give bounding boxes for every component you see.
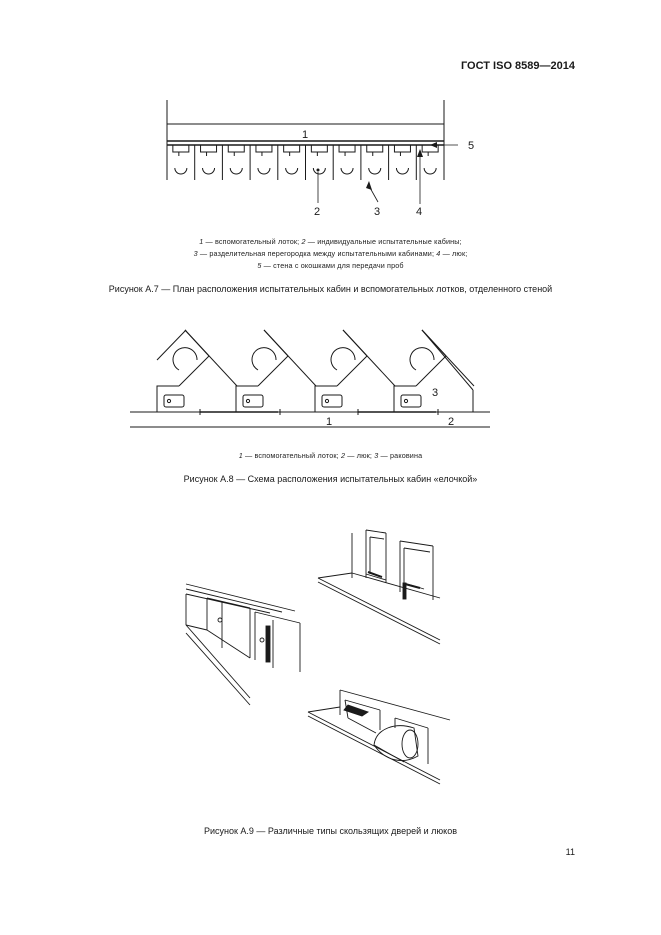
a7-label-2: 2	[314, 206, 321, 218]
a7-legend-line-3: 5 — стена с окошками для передачи проб	[257, 261, 404, 270]
figure-a7-caption: Рисунок А.7 — План расположения испытательных кабин и вспомогательных лотков, отделенного стеной	[108, 284, 553, 294]
standard-header: ГОСТ ISO 8589—2014	[460, 60, 575, 72]
figure-a8-caption: Рисунок А.8 — Схема расположения испытательных кабин «елочкой»	[183, 474, 478, 484]
a9-hatch-dome	[308, 690, 450, 784]
a7-label-1: 1	[302, 129, 309, 141]
a7-label-4: 4	[416, 206, 423, 218]
a8-label-3: 3	[432, 387, 439, 399]
a9-wall-panels-left	[186, 584, 300, 705]
page-number: 11	[565, 847, 575, 857]
a8-label-1: 1	[326, 416, 333, 428]
figure-a9-caption: Рисунок А.9 — Различные типы скользящих дверей и люков	[203, 826, 458, 836]
a7-legend-line-1: 1 — вспомогательный лоток; 2 — индивидуальные испытательные кабины;	[199, 237, 462, 246]
a8-label-2: 2	[448, 416, 455, 428]
a7-label-5: 5	[468, 140, 475, 152]
a8-legend-line-1: 1 — вспомогательный лоток; 2 — люк; 3 — раковина	[238, 451, 423, 460]
a9-counter-doors-top	[318, 530, 440, 644]
a7-label-3: 3	[374, 206, 381, 218]
a7-legend-line-2: 3 — разделительная перегородка между испытательными кабинами; 4 — люк;	[193, 249, 468, 258]
